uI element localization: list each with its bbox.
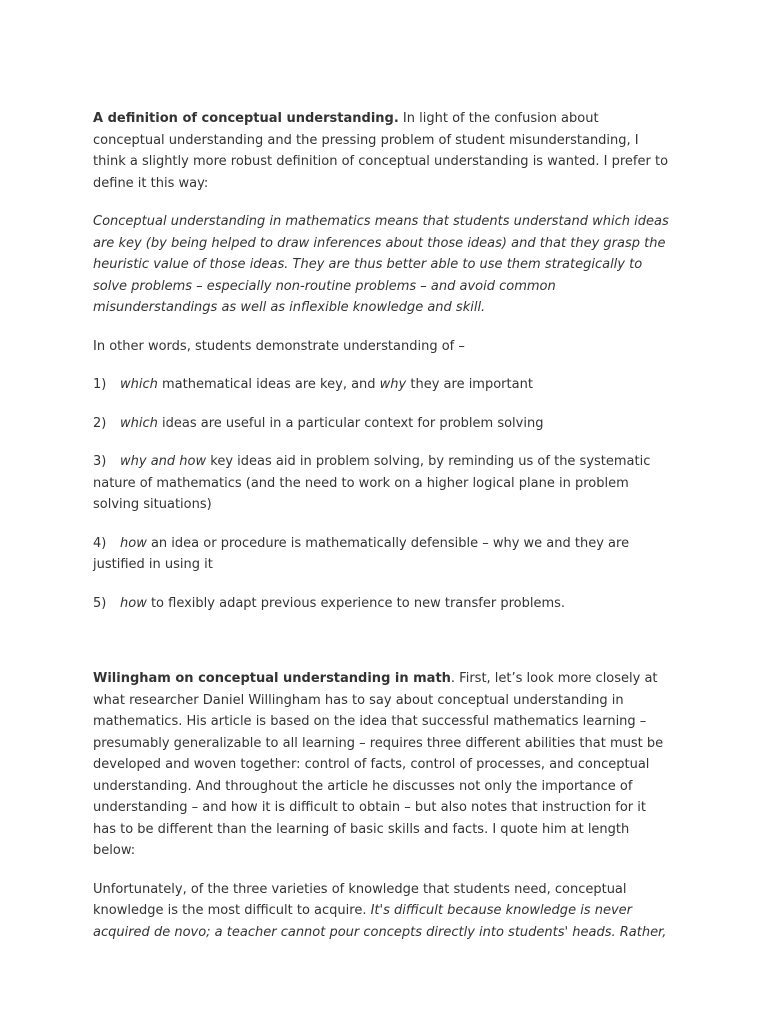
list-item-emphasis: which: [120, 415, 158, 431]
list-item-emphasis: why and how: [120, 454, 207, 469]
list-item-text: mathematical ideas are key, and: [157, 377, 380, 392]
quote-italic-text: It's difficult because knowledge is never acquired de novo; a teacher cannot pour concepts directly into students' heads. Rather,: [93, 903, 667, 940]
list-item: [93, 533, 673, 576]
section2-intro: . First, let’s look more closely at what researcher Daniel Willingham has to say about conceptual understanding in mathematics. His article is based on the idea that successful mathematics learning – presumably generalizable to all learning – requires three different abilities that must be developed and woven together: control of facts, control of processes, and conceptual understanding. And throughout the article he discusses not only the importance of understanding – and how it is difficult to obtain – but also notes that instruction for it has to be different than the learning of basic skills and facts. I quote him at length below:: [93, 671, 664, 858]
willingham-quote: [93, 879, 673, 944]
list-item-emphasis: why: [379, 377, 407, 392]
list-item-text: key ideas aid in problem solving, by reminding us of the systematic nature of mathematics (and the need to work on a higher logical plane in problem solving situations): [93, 454, 651, 512]
list-item-emphasis: which: [120, 377, 158, 392]
section2-heading: Wilingham on conceptual understanding in math: [93, 671, 451, 686]
list-item-emphasis: how: [120, 535, 147, 551]
section1-intro: In light of the confusion about conceptual understanding and the pressing problem of student misunderstanding, I think a slightly more robust definition of conceptual understanding is wanted. I prefer to define it this way:: [93, 111, 669, 191]
list-item-text: ideas are useful in a particular context for problem solving: [157, 415, 544, 431]
list-item-text: an idea or procedure is mathematically defensible – why we and they are justified in using it: [93, 535, 630, 572]
list-item-number: 4): [93, 535, 107, 551]
section2-paragraph: [93, 668, 673, 862]
understanding-list: [93, 374, 673, 614]
document-page: [93, 108, 673, 960]
list-item: [93, 593, 673, 615]
list-item-number: 2): [93, 415, 107, 431]
list-item: [93, 374, 673, 396]
list-item-text: to flexibly adapt previous experience to new transfer problems.: [146, 595, 566, 611]
section1-paragraph: [93, 108, 673, 194]
section1-heading: A definition of conceptual understanding.: [93, 111, 399, 126]
other-words-line: In other words, students demonstrate understanding of –: [93, 338, 465, 354]
list-item: [93, 413, 673, 435]
list-item-emphasis: how: [120, 595, 147, 611]
list-item-number: 1): [93, 377, 107, 392]
section-spacer: [93, 631, 673, 668]
list-item-number: 3): [93, 454, 107, 469]
list-item-text: they are important: [406, 377, 533, 392]
list-item-number: 5): [93, 595, 107, 611]
definition-quote: Conceptual understanding in mathematics means that students understand which ideas are key (by being helped to draw inferences about those ideas) and that they grasp the heuristic value of those ideas. They are thus better able to use them strategically to solve problems – especially non-routine problems – and avoid common misunderstandings as well as inflexible knowledge and skill.: [93, 214, 669, 315]
list-item: [93, 451, 673, 516]
quote-plain-text: Unfortunately, of the three varieties of knowledge that students need, conceptual knowledge is the most difficult to acquire.: [93, 881, 627, 918]
